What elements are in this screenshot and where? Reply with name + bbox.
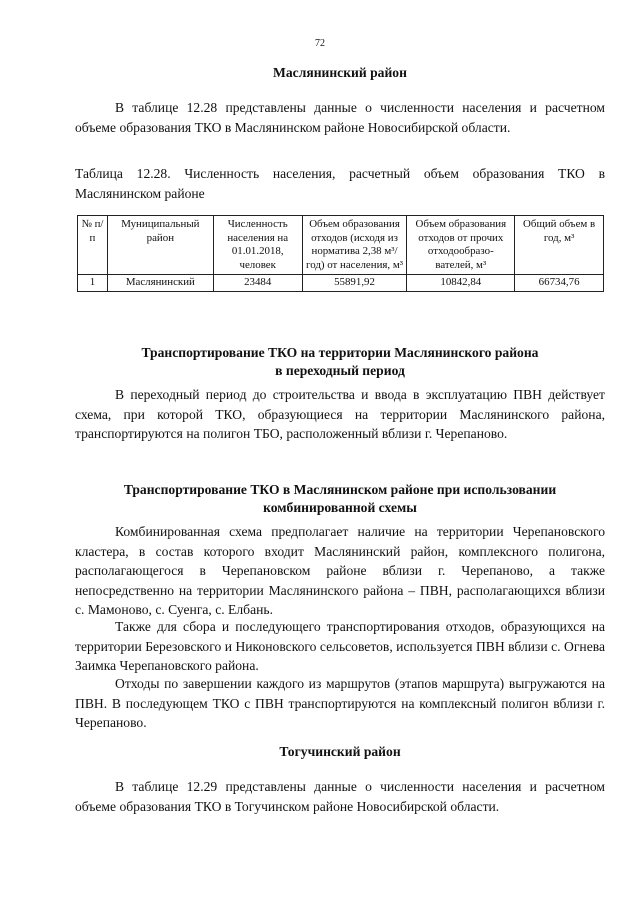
page-number: 72 xyxy=(315,38,325,49)
table-caption: Таблица 12.28. Численность населения, расчетный объем образования ТКО в Маслянинском районе xyxy=(75,166,605,201)
section-heading-toguchinsky: Тогучинский район xyxy=(279,744,401,759)
intro-paragraph: В таблице 12.28 представлены данные о численности населения и расчетном объеме образования ТКО в Маслянинском районе Новосибирской области. xyxy=(75,100,605,135)
section-heading-combined-scheme: Транспортирование ТКО в Маслянинском районе при использовании комбинированной схемы xyxy=(123,482,557,515)
table-header-row xyxy=(78,216,604,275)
combined-paragraph-3: Отходы по завершении каждого из маршрутов (этапов маршрута) выгружаются на ПВН. В последующем ТКО с ПВН транспортируются на комплексный полигон вблизи г. Черепаново. xyxy=(75,676,605,731)
table-cell: Маслянинский xyxy=(107,275,213,292)
toguchinsky-paragraph: В таблице 12.29 представлены данные о численности населения и расчетном объеме образования ТКО в Тогучинском районе Новосибирской области. xyxy=(75,779,605,814)
table-row xyxy=(78,275,604,292)
table-header-cell: № п/п xyxy=(78,216,108,275)
table-header-cell: Численность населения на 01.01.2018, человек xyxy=(213,216,302,275)
combined-paragraph-1: Комбинированная схема предполагает наличие на территории Черепановского кластера, в состав которого входит Маслянинский район, комплексного полигона, располагающегося в Черепановском районе вблизи г. Черепаново, а также непосредственно на территории Маслянинского района – ПВН, располагающихся вблизи с. Мамоново, с. Суенга, с. Елбань. xyxy=(75,524,605,618)
section-heading-maslyaninsky: Маслянинский район xyxy=(273,65,407,80)
table-cell: 55891,92 xyxy=(302,275,407,292)
population-table xyxy=(77,215,604,292)
section-heading-transport-transition: Транспортирование ТКО на территории Маслянинского района в переходный период xyxy=(141,345,539,378)
table-header-cell: Муниципальный район xyxy=(107,216,213,275)
table-cell: 66734,76 xyxy=(515,275,604,292)
table-cell: 10842,84 xyxy=(407,275,515,292)
table-header-cell: Объем образования отходов (исходя из норматива 2,38 м³/год) от населения, м³ xyxy=(302,216,407,275)
transition-paragraph: В переходный период до строительства и ввода в эксплуатацию ПВН действует схема, при которой ТКО, образующиеся на территории Маслянинского района, транспортируются на полигон ТБО, расположенный вблизи г. Черепаново. xyxy=(75,387,605,442)
table-header-cell: Объем образования отходов от прочих отходообразо-вателей, м³ xyxy=(407,216,515,275)
table-header-cell: Общий объем в год, м³ xyxy=(515,216,604,275)
table-cell: 1 xyxy=(78,275,108,292)
table-cell: 23484 xyxy=(213,275,302,292)
combined-paragraph-2: Также для сбора и последующего транспортирования отходов, образующихся на территории Березовского и Никоновского сельсоветов, используется ПВН вблизи с. Огнева Заимка Черепановского района. xyxy=(75,619,605,674)
